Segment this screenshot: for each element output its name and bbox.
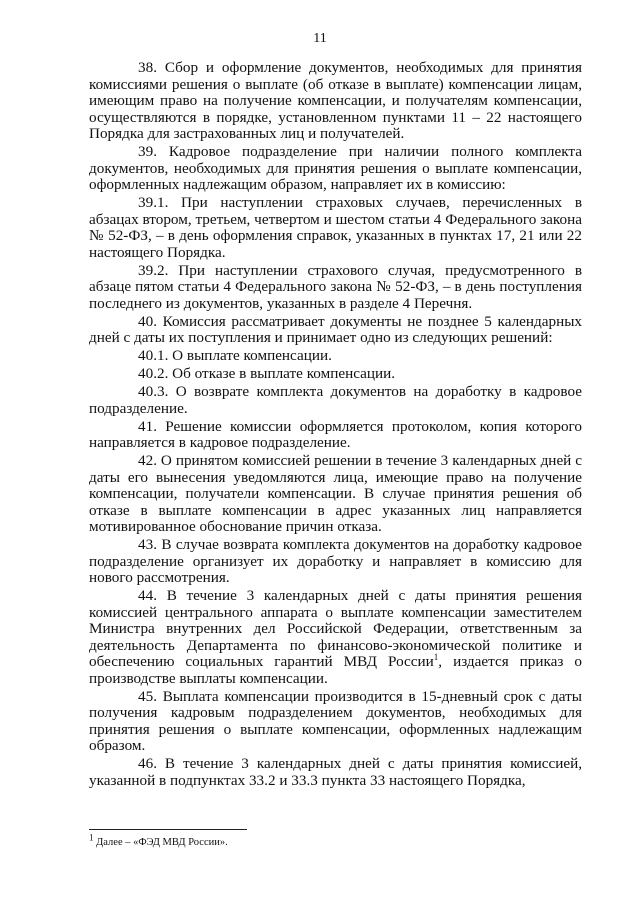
page-number: 11 — [313, 31, 327, 46]
document-body — [89, 60, 582, 791]
paragraph-40-1: 40.1. О выплате компенсации. — [138, 347, 332, 364]
footnote-divider — [89, 829, 247, 830]
paragraph-46: 46. В течение 3 календарных дней с даты принятия комиссией, указанной в подпунктах 33.2 и 33.3 пункта 33 настоящего Порядка, — [89, 755, 582, 789]
paragraph-40-2: 40.2. Об отказе в выплате компенсации. — [138, 365, 396, 382]
paragraph-44-text: 44. В течение 3 календарных дней с даты принятия решения комиссией центрального аппарата о выплате компенсации заместителем Министра внутренних дел Российской Федерации, ответственным за деятельность Департамента по финансово-экономической политике и обеспечению социальных гарантий МВД России — [89, 587, 582, 670]
paragraph-39: 39. Кадровое подразделение при наличии полного комплекта документов, необходимых для принятия решения о выплате компенсации, оформленных надлежащим образом, направляет их в комиссию: — [89, 143, 582, 193]
footnote-reference: 1 — [433, 651, 439, 662]
paragraph-44-text-end: , издается приказ о производстве выплаты компенсации. — [89, 653, 582, 687]
paragraph-40: 40. Комиссия рассматривает документы не позднее 5 календарных дней с даты их поступления и принимает одно из следующих решений: — [89, 312, 582, 346]
paragraph-39-1: 39.1. При наступлении страховых случаев, перечисленных в абзацах втором, третьем, четвертом и шестом статьи 4 Федерального закона № 52-ФЗ, – в день оформления справок, указанных в пунктах 17, 21 или 22 настоящего Порядка. — [89, 194, 582, 261]
footnote-text: Далее – «ФЭД МВД России». — [93, 837, 228, 848]
paragraph-45: 45. Выплата компенсации производится в 15-дневный срок с даты получения кадровым подразделением документов, необходимых для принятия решения о выплате компенсации, оформленных надлежащим образом. — [89, 687, 582, 754]
footnote-mark: 1 — [89, 832, 94, 843]
paragraph-44 — [89, 588, 582, 687]
paragraph-39-2: 39.2. При наступлении страхового случая, предусмотренного в абзаце пятом статьи 4 Федерального закона № 52-ФЗ, – в день поступления последнего из документов, указанных в разделе 4 Перечня. — [89, 261, 582, 312]
paragraph-41: 41. Решение комиссии оформляется протоколом, копия которого направляется в кадровое подразделение. — [89, 417, 582, 451]
paragraph-43: 43. В случае возврата комплекта документов на доработку кадровое подразделение организует их доработку и направляет в комиссию для нового рассмотрения. — [89, 536, 582, 586]
footnote — [89, 832, 228, 849]
paragraph-42: 42. О принятом комиссией решении в течение 3 календарных дней с даты его вынесения уведомляются лица, имеющие право на получение компенсации, получатели компенсации. В случае принятия решения об отказе в выплате компенсации в адрес указанных лиц направляется мотивированное обоснование причин отказа. — [89, 452, 582, 535]
paragraph-40-3: 40.3. О возврате комплекта документов на доработку в кадровое подразделение. — [89, 383, 582, 417]
paragraph-38: 38. Сбор и оформление документов, необходимых для принятия комиссиями решения о выплате (об отказе в выплате) компенсации лицам, имеющим право на получение компенсации, и получателям компенсации, осуществляются в порядке, установленном пунктами 11 – 22 настоящего Порядка для застрахованных лиц и получателей. — [89, 59, 582, 142]
